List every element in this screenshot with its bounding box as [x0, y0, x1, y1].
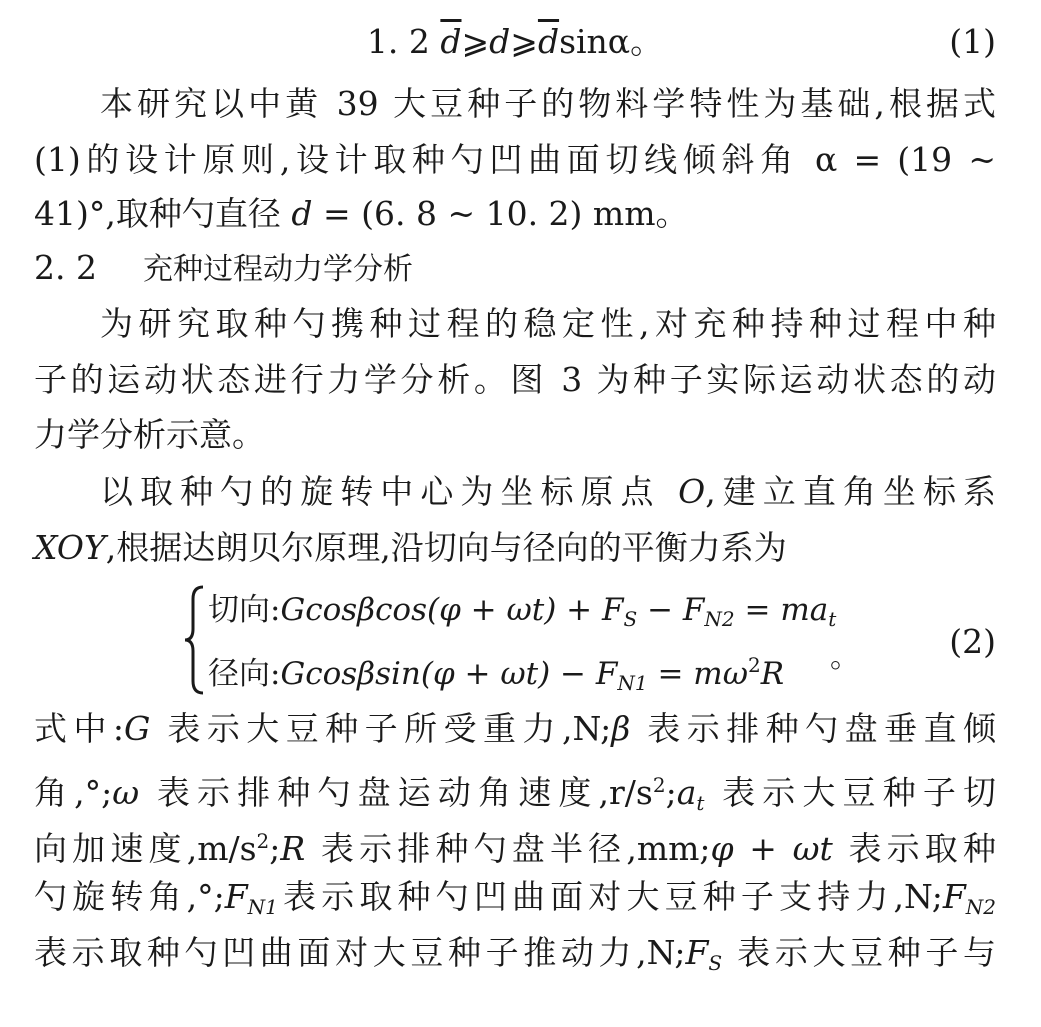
- p4-l1-c: 表示排种勺盘垂直倾: [630, 709, 996, 748]
- p4-l1-a: 式中:: [34, 709, 125, 748]
- para1-line3-b: = (6. 8 ~ 10. 2) mm。: [312, 194, 689, 233]
- para3-line1-b: ,建立直角坐标系: [705, 472, 996, 511]
- equation-1: [34, 20, 996, 64]
- p4-l3-a: 向加速度,m/s: [34, 829, 257, 868]
- p4-l3-d: 表示取种: [832, 829, 996, 868]
- para3-line2: [34, 526, 996, 570]
- p4-l5-f: F: [685, 933, 709, 972]
- equation-2-row-1: [208, 590, 836, 639]
- eq2-row2-mid: = mω: [647, 656, 748, 692]
- para3-line2-b: ,根据达朗贝尔原理,沿切向与径向的平衡力系为: [105, 528, 787, 567]
- eq2-row1-sub3: t: [828, 607, 837, 631]
- equation-brace: [183, 585, 205, 695]
- eq1-ge-sign-2: ⩾: [510, 22, 538, 61]
- p4-l1-g: G: [124, 709, 151, 748]
- para2-line3: 力学分析示意。: [34, 415, 265, 454]
- para2-line2: 子的运动状态进行力学分析。图 3 为种子实际运动状态的动: [34, 360, 996, 399]
- section-title: 充种过程动力学分析: [142, 252, 413, 287]
- equation-2-number: (2): [949, 622, 996, 661]
- p4-l5-a: 表示取种勺凹曲面对大豆种子推动力,N;: [34, 933, 686, 972]
- p4-l5-s: S: [708, 951, 723, 975]
- p4-l4-n2: N2: [965, 895, 997, 919]
- para4-line5: [34, 931, 996, 985]
- eq2-row2-end: R: [760, 656, 785, 692]
- para4-line3: [34, 819, 996, 871]
- para4-line2: [34, 763, 996, 825]
- p4-l3-c: 表示排种勺盘半径,mm;: [305, 829, 711, 868]
- eq1-coefficient: 1. 2: [366, 22, 441, 61]
- p4-l2-omega: ω: [112, 773, 140, 812]
- p4-l2-d: 表示大豆种子切: [704, 773, 996, 812]
- p4-l2-sup: 2: [652, 773, 666, 797]
- eq2-row2-expr: Gcosβsin(φ + ωt) − F: [280, 656, 618, 692]
- p4-l5-b: 表示大豆种子与: [722, 933, 996, 972]
- p4-l2-t: t: [696, 791, 705, 815]
- p4-l2-at: a: [676, 773, 697, 812]
- eq2-row1-mid: − F: [637, 592, 705, 628]
- p4-l3-r: R: [280, 829, 306, 868]
- para1-line3: [34, 192, 996, 236]
- p4-l2-c: ;: [665, 773, 677, 812]
- p4-l4-b: 表示取种勺凹曲面对大豆种子支持力,N;: [277, 877, 943, 916]
- eq2-row1-end: = ma: [734, 592, 829, 628]
- para1-line1: 本研究以中黄 39 大豆种子的物料学特性为基础,根据式: [100, 84, 996, 123]
- para3-line1: [100, 470, 996, 514]
- eq1-d: d: [489, 22, 511, 61]
- equation-2-row-2: [208, 645, 784, 703]
- section-heading: [34, 246, 413, 292]
- p4-l3-sup: 2: [256, 829, 270, 853]
- eq2-row2-label: 径向:: [208, 656, 281, 692]
- eq1-d-mean: $\overline{d}$: [440, 22, 462, 61]
- section-number: 2. 2: [34, 248, 97, 287]
- p4-l1-b: 表示大豆种子所受重力,N;: [150, 709, 612, 748]
- eq2-row2-sup: 2: [747, 653, 761, 677]
- p4-l4-f2: F: [942, 877, 966, 916]
- p4-l2-a: 角,°;: [34, 773, 113, 812]
- eq1-d-mean-2: $\overline{d}$: [537, 22, 560, 61]
- p4-l4-f: F: [224, 877, 248, 916]
- para4-line1: [34, 707, 996, 751]
- p4-l4-n1: N1: [247, 895, 278, 919]
- para3-xoy: XOY: [34, 528, 106, 567]
- p4-l3-b: ;: [269, 829, 281, 868]
- eq2-row1-expr: Gcosβcos(φ + ωt) + F: [280, 592, 624, 628]
- eq1-ge-sign: ⩾: [461, 22, 490, 61]
- para1-line3-a: 41)°,取种勺直径: [34, 194, 292, 233]
- eq2-row2-sub1: N1: [617, 671, 648, 695]
- p4-l3-phi: φ + ωt: [710, 829, 833, 868]
- para4-line4: [34, 875, 996, 929]
- p4-l2-b: 表示排种勺盘运动角速度,r/s: [139, 773, 653, 812]
- para2-line1: 为研究取种勺携种过程的稳定性,对充种持种过程中种: [100, 304, 996, 343]
- eq1-tail: sinα。: [559, 22, 664, 61]
- para1-line3-d: d: [291, 194, 313, 233]
- eq2-row1-label: 切向:: [208, 592, 281, 628]
- equation-1-number: (1): [949, 22, 996, 61]
- para1-line2: (1)的设计原则,设计取种勺凹曲面切线倾斜角 α = (19 ~: [34, 140, 996, 179]
- eq2-row1-sub2: N2: [704, 607, 735, 631]
- para3-origin: O: [678, 472, 706, 511]
- eq2-row1-sub1: S: [623, 607, 638, 631]
- p4-l1-beta: β: [611, 709, 631, 748]
- equation-2-period: 。: [830, 640, 860, 675]
- p4-l4-a: 勺旋转角,°;: [34, 877, 225, 916]
- para3-line1-a: 以取种勺的旋转中心为坐标原点: [100, 472, 679, 511]
